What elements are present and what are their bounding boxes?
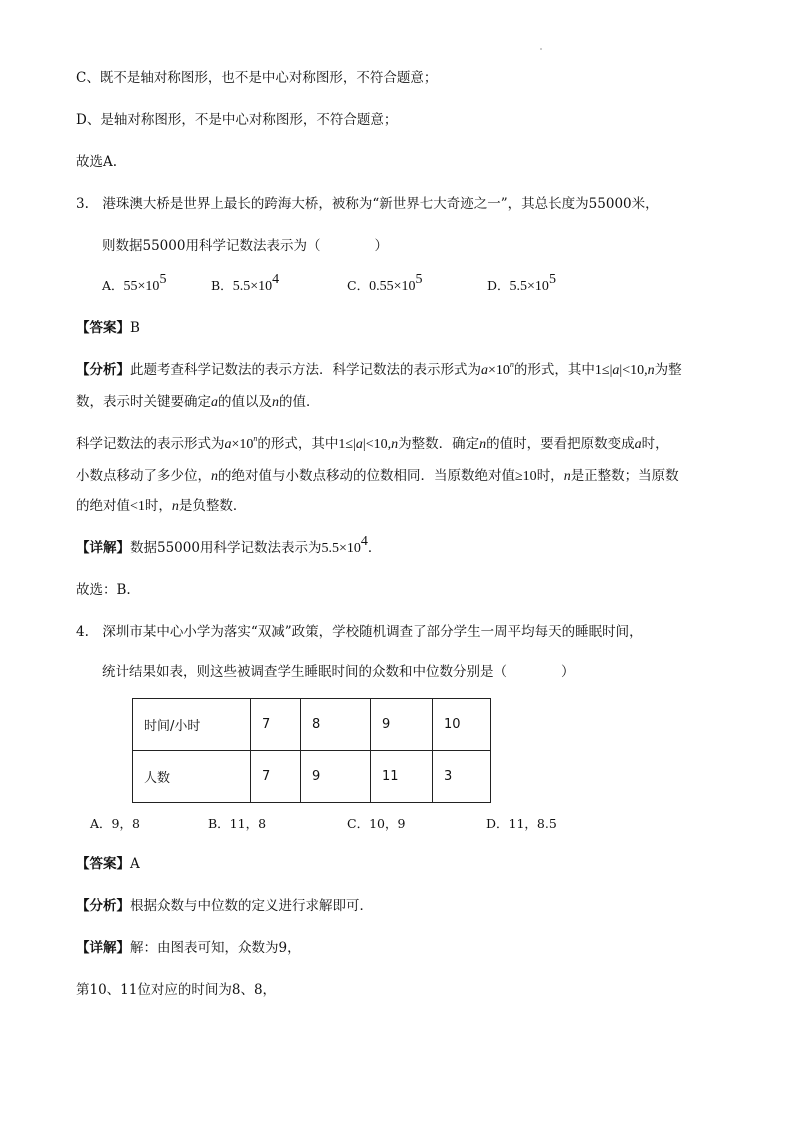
table-cell: 人数 (133, 751, 251, 803)
table-cell: 7 (251, 699, 301, 751)
prev-option-c: C、既不是轴对称图形，也不是中心对称图形，不符合题意； (76, 70, 438, 86)
table-cell: 9 (301, 751, 371, 803)
table-cell: 3 (433, 751, 491, 803)
q4-analysis: 【分析】根据众数与中位数的定义进行求解即可． (76, 898, 373, 914)
q3-stem-line1: 3. 港珠澳大桥是世界上最长的跨海大桥，被称为“新世界七大奇迹之一”，其总长度为55000米， (76, 196, 659, 212)
table-cell: 10 (433, 699, 491, 751)
q3-paragraph-line3: 的绝对值<1时，n是负整数． (76, 498, 247, 514)
answer-value: B (130, 320, 140, 336)
table-cell: 时间/小时 (133, 699, 251, 751)
table-cell: 11 (371, 751, 433, 803)
q4-detail-line2: 第10、11位对应的时间为8、8， (76, 982, 277, 998)
table-cell: 7 (251, 751, 301, 803)
q4-detail: 【详解】解：由图表可知，众数为9， (76, 940, 301, 956)
scan-speck (540, 48, 542, 50)
table-cell: 8 (301, 699, 371, 751)
q4-option-b: B．11，8 (208, 816, 267, 831)
q3-conclusion: 故选：B. (76, 582, 131, 598)
answer-tag: 【答案】 (76, 320, 130, 336)
q3-paragraph-line1: 科学记数法的表示形式为$a\times 10^n$的形式，其中1≤|a|<10,n为整数．确定n的值时，要看把原数变成a时， (76, 434, 669, 452)
q3-stem-line2: 则数据55000用科学记数法表示为（ ） (102, 238, 388, 254)
q3-option-d: D．$5.5\times 10^5$ (487, 272, 556, 294)
q4-stem-line2: 统计结果如表，则这些被调查学生睡眠时间的众数和中位数分别是（ ） (102, 664, 575, 680)
table-row-count (133, 751, 491, 803)
sleep-time-table (132, 698, 491, 803)
q3-paragraph-line2: 小数点移动了多少位，n的绝对值与小数点移动的位数相同．当原数绝对值≥10时，n是正整数；当原数 (76, 468, 679, 484)
q4-option-c: C．10，9 (347, 816, 406, 831)
q4-answer: 【答案】A (76, 856, 140, 872)
q4-option-d: D．11，8.5 (486, 816, 557, 831)
q4-option-a: A．9，8 (90, 816, 140, 831)
q4-stem-line1: 4. 深圳市某中心小学为落实“双减”政策，学校随机调查了部分学生一周平均每天的睡眠时间， (76, 624, 643, 640)
q3-option-b: B．$5.5\times 10^4$ (211, 272, 280, 294)
q3-analysis-line1: 【分析】此题考查科学记数法的表示方法．科学记数法的表示形式为$a\times 10^n$的形式，其中1≤|a|<10,n为整 (76, 360, 682, 378)
q3-option-c: C．$0.55\times 10^5$ (347, 272, 423, 294)
q3-option-a: A．$55\times 10^5$ (102, 272, 167, 294)
q3-detail: 【详解】数据55000用科学记数法表示为$5.5\times 10^4$． (76, 534, 382, 556)
prev-option-d: D、是轴对称图形，不是中心对称图形，不符合题意； (76, 112, 398, 128)
q3-answer (76, 318, 140, 338)
table-row-header (133, 699, 491, 751)
prev-conclusion: 故选A. (76, 154, 118, 170)
q3-analysis-line2: 数，表示时关键要确定a的值以及n的值． (76, 394, 320, 410)
table-cell: 9 (371, 699, 433, 751)
